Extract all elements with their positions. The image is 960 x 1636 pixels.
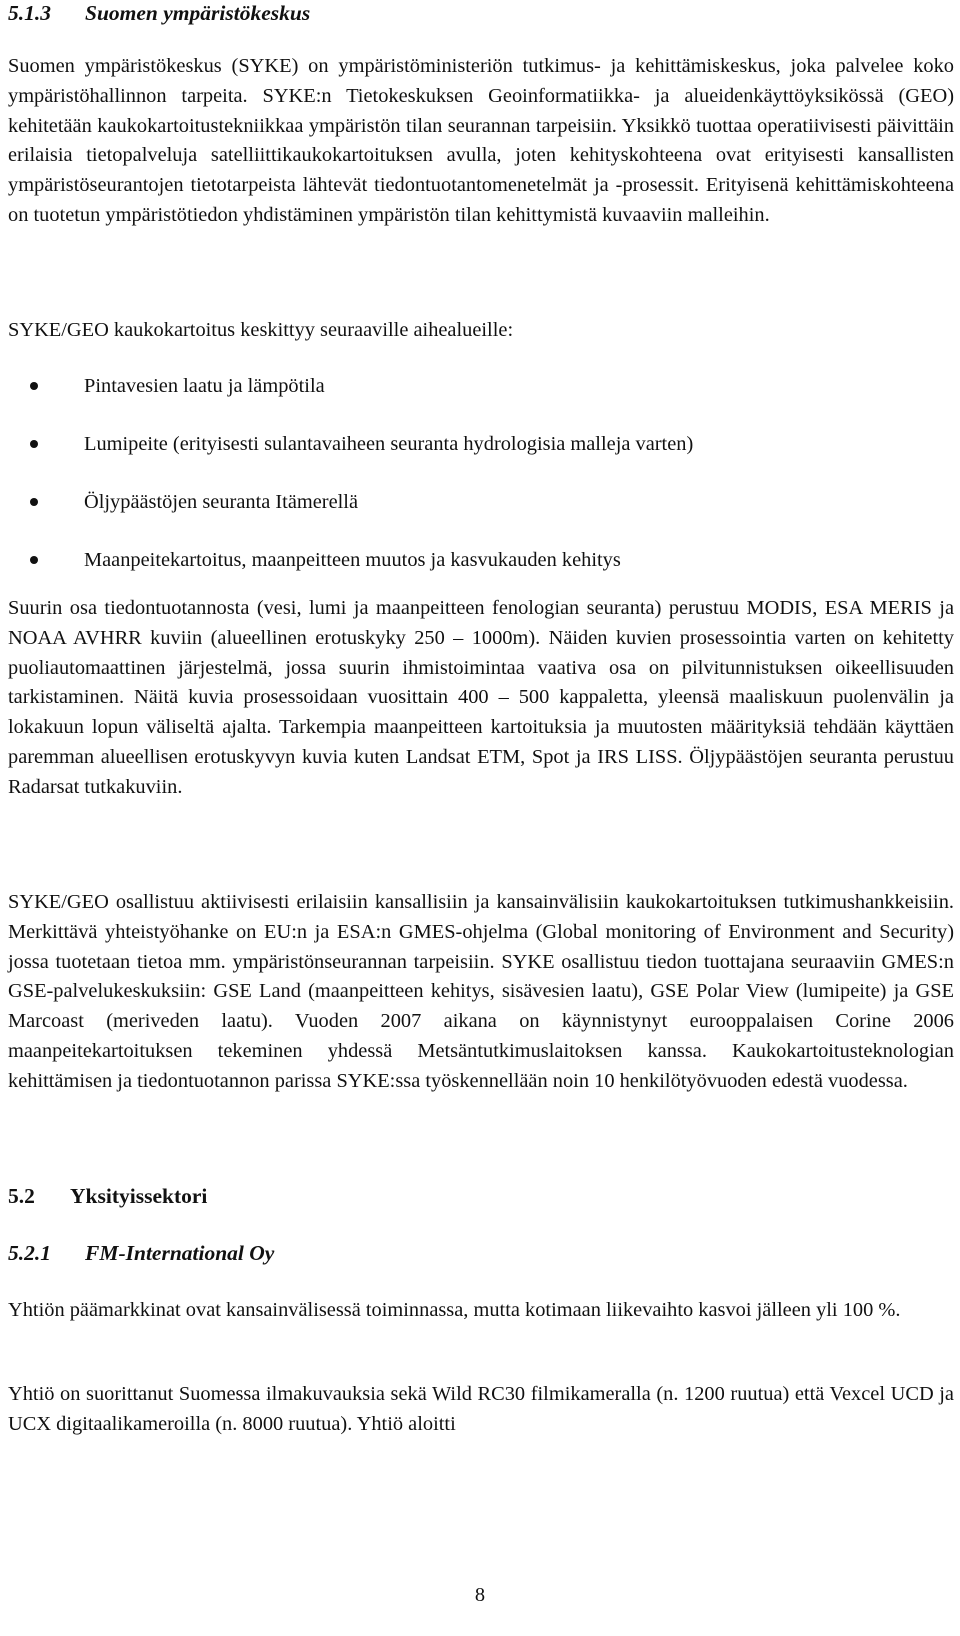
paragraph-syke-focus: SYKE/GEO kaukokartoitus keskittyy seuraaville aihealueille: [8,319,514,341]
section-heading-5-1-3 [8,0,310,26]
section-number: 5.2 [8,1184,35,1208]
list-item: Lumipeite (erityisesti sulantavaiheen seuranta hydrologisia malleja varten) [8,430,954,488]
section-number: 5.2.1 [8,1241,51,1265]
paragraph-fm-aerial: Yhtiö on suorittanut Suomessa ilmakuvauksia sekä Wild RC30 filmikameralla (n. 1200 ruutua) että Vexcel UCD ja UCX digitaalikameroilla (n. 8000 ruutua). Yhtiö aloitti [8,1383,954,1435]
section-title: Suomen ympäristökeskus [85,1,311,25]
section-heading-5-2 [8,1182,207,1210]
section-title: FM-International Oy [85,1241,275,1265]
bullet-icon [30,498,38,506]
page-number: 8 [474,1584,486,1606]
paragraph-syke-intro: Suomen ympäristökeskus (SYKE) on ympäristöministeriön tutkimus- ja kehittämiskeskus, joka palvelee koko ympäristöhallinnon tarpeita. SYKE:n Tietokeskuksen Geoinformatiikka- ja alueidenkäyttöyksikössä (GEO) kehitetään kaukokartoitustekniikkaa ympäristön tilan seurannan tarpeisiin. Yksikkö tuottaa operatiivisesti päivittäin erilaisia tietopalveluja satelliittikaukokartoituksen avulla, joten kehityskohteena ovat erityisesti kansallisten ympäristöseurantojen tietotarpeista lähtevät tiedontuotantomenetelmät ja -prosessit. Erityisenä kehittämiskohteena on tuotetun ympäristötiedon yhdistäminen ympäristön tilan kehittymistä kuvaaviin malleihin. [8,55,954,226]
bullet-icon [30,440,38,448]
list-item: Öljypäästöjen seuranta Itämerellä [8,488,954,546]
section-title: Yksityissektori [70,1184,208,1208]
list-item: Pintavesien laatu ja lämpötila [8,372,954,430]
paragraph-data-production: Suurin osa tiedontuotannosta (vesi, lumi ja maanpeitteen fenologian seuranta) perustuu MODIS, ESA MERIS ja NOAA AVHRR kuviin (alueellinen erotuskyky 250 – 1000m). Näiden kuvien prosessointia varten on kehitetty puoliautomaattinen järjestelmä, jossa suurin ihmistoimintaa vaativa osa on pilvitunnistuksen oikeellisuuden tarkistaminen. Näitä kuvia prosessoidaan vuosittain 400 – 500 kappaletta, yleensä maaliskuun puolenvälin ja lokakuun lopun väliseltä ajalta. Tarkempia maanpeitteen kartoituksia ja muutosten määrityksiä tehdään käyttäen paremman alueellisen erotuskyvyn kuvia kuten Landsat ETM, Spot ja IRS LISS. Öljypäästöjen seuranta perustuu Radarsat tutkakuviin. [8,597,954,798]
bullet-icon [30,382,38,390]
bullet-icon [30,556,38,564]
list-item: Maanpeitekartoitus, maanpeitteen muutos ja kasvukauden kehitys [8,546,954,604]
section-number: 5.1.3 [8,1,51,25]
paragraph-research-projects: SYKE/GEO osallistuu aktiivisesti erilaisiin kansallisiin ja kansainvälisiin kaukokartoituksen tutkimushankkeisiin. Merkittävä yhteistyöhanke on EU:n ja ESA:n GMES-ohjelma (Global monitoring of Environment and Security) jossa tuotetaan tietoa mm. ympäristönseurannan tarpeisiin. SYKE osallistuu tiedon tuottajana seuraaviin GMES:n GSE-palvelukeskuksiin: GSE Land (maanpeitteen kehitys, sisävesien laatu), GSE Polar View (lumipeite) ja GSE Marcoast (meriveden laatu). Vuoden 2007 aikana on käynnistynyt eurooppalaisen Corine 2006 maanpeitekartoituksen tekeminen yhdessä Metsäntutkimuslaitoksen kanssa. Kaukokartoitusteknologian kehittämisen ja tiedontuotannon parissa SYKE:ssa työskennellään noin 10 henkilötyövuoden edestä vuodessa. [8,891,954,1092]
section-heading-5-2-1 [8,1240,274,1266]
paragraph-fm-markets: Yhtiön päämarkkinat ovat kansainvälisessä toiminnassa, mutta kotimaan liikevaihto kasvoi jälleen yli 100 %. [8,1299,901,1321]
topic-bullet-list [8,372,954,604]
